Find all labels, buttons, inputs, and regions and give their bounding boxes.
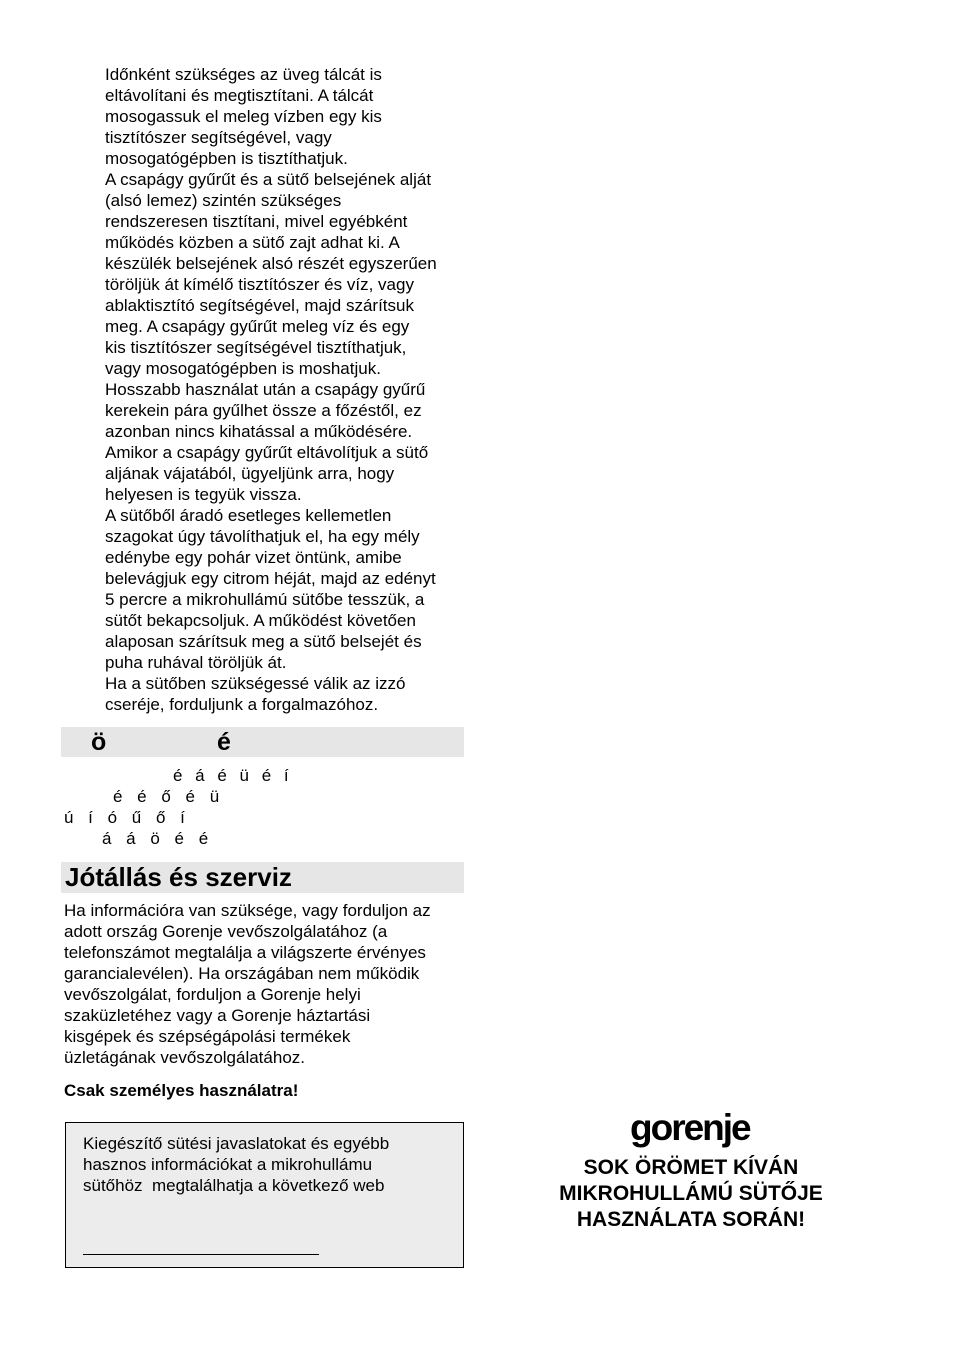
text-line: Ha információra van szüksége, vagy forduljon az — [64, 901, 431, 920]
text-line: cseréje, forduljunk a forgalmazóhoz. — [105, 695, 379, 714]
text-line: ablaktisztító segítségével, majd szárítsuk — [105, 296, 414, 315]
text-line: eltávolítani és megtisztítani. A tálcát — [105, 86, 374, 105]
text-line: töröljük át kímélő tisztítószer és víz, vagy — [105, 275, 414, 294]
text-line: alaposan szárítsuk meg a sütő belsejét és — [105, 632, 422, 651]
warranty-text — [64, 900, 464, 1068]
web-address-underline — [83, 1254, 319, 1255]
text-line: á á ö é é — [102, 829, 209, 848]
text-line: mosogassuk el meleg vízben egy kis — [105, 107, 382, 126]
warranty-heading: Jótállás és szerviz — [65, 862, 292, 892]
text-line: sütőhöz megtalálhatja a következő web — [83, 1176, 385, 1195]
text-line: hasznos információkat a mikrohullámu — [83, 1155, 373, 1174]
text-line: belevágjuk egy citrom héját, majd az edényt — [105, 569, 436, 588]
text-line: é é ő é ü — [113, 787, 220, 806]
info-box-text — [83, 1133, 389, 1196]
text-line: Időnként szükséges az üveg tálcát is — [105, 65, 382, 84]
text-line: kerekein pára gyűlhet össze a főzéstől, ez — [105, 401, 422, 420]
text-line: garancialevélen). Ha országában nem működik — [64, 964, 420, 983]
closing-line: MIKROHULLÁMÚ SÜTŐJE — [559, 1182, 823, 1205]
text-line: üzletágának vevőszolgálatához. — [64, 1048, 305, 1067]
text-line: meg. A csapágy gyűrűt meleg víz és egy — [105, 317, 410, 336]
section-heading-garbled — [61, 727, 464, 757]
heading-fragment: é — [217, 728, 231, 756]
text-line: mosogatógépben is tisztíthatjuk. — [105, 149, 348, 168]
text-line: edénybe egy pohár vizet öntünk, amibe — [105, 548, 402, 567]
heading-fragment: ö — [91, 728, 107, 756]
text-line: (alsó lemez) szintén szükséges — [105, 191, 342, 210]
care-instructions — [105, 64, 465, 715]
personal-use-note: Csak személyes használatra! — [64, 1081, 299, 1100]
closing-line: SOK ÖRÖMET KÍVÁN — [583, 1156, 799, 1179]
text-line: helyesen is tegyük vissza. — [105, 485, 302, 504]
info-box — [65, 1122, 464, 1268]
text-line: aljának vájatából, ügyeljünk arra, hogy — [105, 464, 395, 483]
text-line: adott ország Gorenje vevőszolgálatához (a — [64, 922, 388, 941]
text-line: puha ruhával töröljük át. — [105, 653, 287, 672]
closing-line: HASZNÁLATA SORÁN! — [576, 1208, 806, 1231]
text-line: Ha a sütőben szükségessé válik az izzó — [105, 674, 406, 693]
text-line: készülék belsejének alsó részét egyszerűen — [105, 254, 437, 273]
text-line: ú í ó ű ő í — [64, 808, 185, 827]
text-line: kisgépek és szépségápolási termékek — [64, 1027, 351, 1046]
text-line: vevőszolgálat, forduljon a Gorenje helyi — [64, 985, 361, 1004]
text-line: vagy mosogatógépben is moshatjuk. — [105, 359, 381, 378]
warranty-heading-band — [61, 862, 464, 893]
text-line: kis tisztítószer segítségével tisztíthatjuk, — [105, 338, 407, 357]
text-line: működés közben a sütő zajt adhat ki. A — [105, 233, 400, 252]
text-line: telefonszámot megtalálja a világszerte érvényes — [64, 943, 426, 962]
text-line: Amikor a csapágy gyűrűt eltávolítjuk a sütő — [105, 443, 429, 462]
text-line: sütőt bekapcsoljuk. A működést követően — [105, 611, 416, 630]
closing-message — [530, 1155, 852, 1233]
gorenje-logo: gorenje — [630, 1107, 750, 1148]
text-line: A csapágy gyűrűt és a sütő belsejének alját — [105, 170, 432, 189]
text-line: szaküzletéhez vagy a Gorenje háztartási — [64, 1006, 371, 1025]
text-line: szagokat úgy távolíthatjuk el, ha egy mély — [105, 527, 420, 546]
text-line: 5 percre a mikrohullámú sütőbe tesszük, a — [105, 590, 425, 609]
text-line: Hosszabb használat után a csapágy gyűrű — [105, 380, 426, 399]
text-line: é á é ü é í — [173, 766, 289, 785]
text-line: A sütőből áradó esetleges kellemetlen — [105, 506, 392, 525]
text-line: tisztítószer segítségével, vagy — [105, 128, 332, 147]
text-line: rendszeresen tisztítani, mivel egyébként — [105, 212, 408, 231]
text-line: Kiegészítő sütési javaslatokat és egyébb — [83, 1134, 390, 1153]
text-line: azonban nincs kihatással a működésére. — [105, 422, 413, 441]
